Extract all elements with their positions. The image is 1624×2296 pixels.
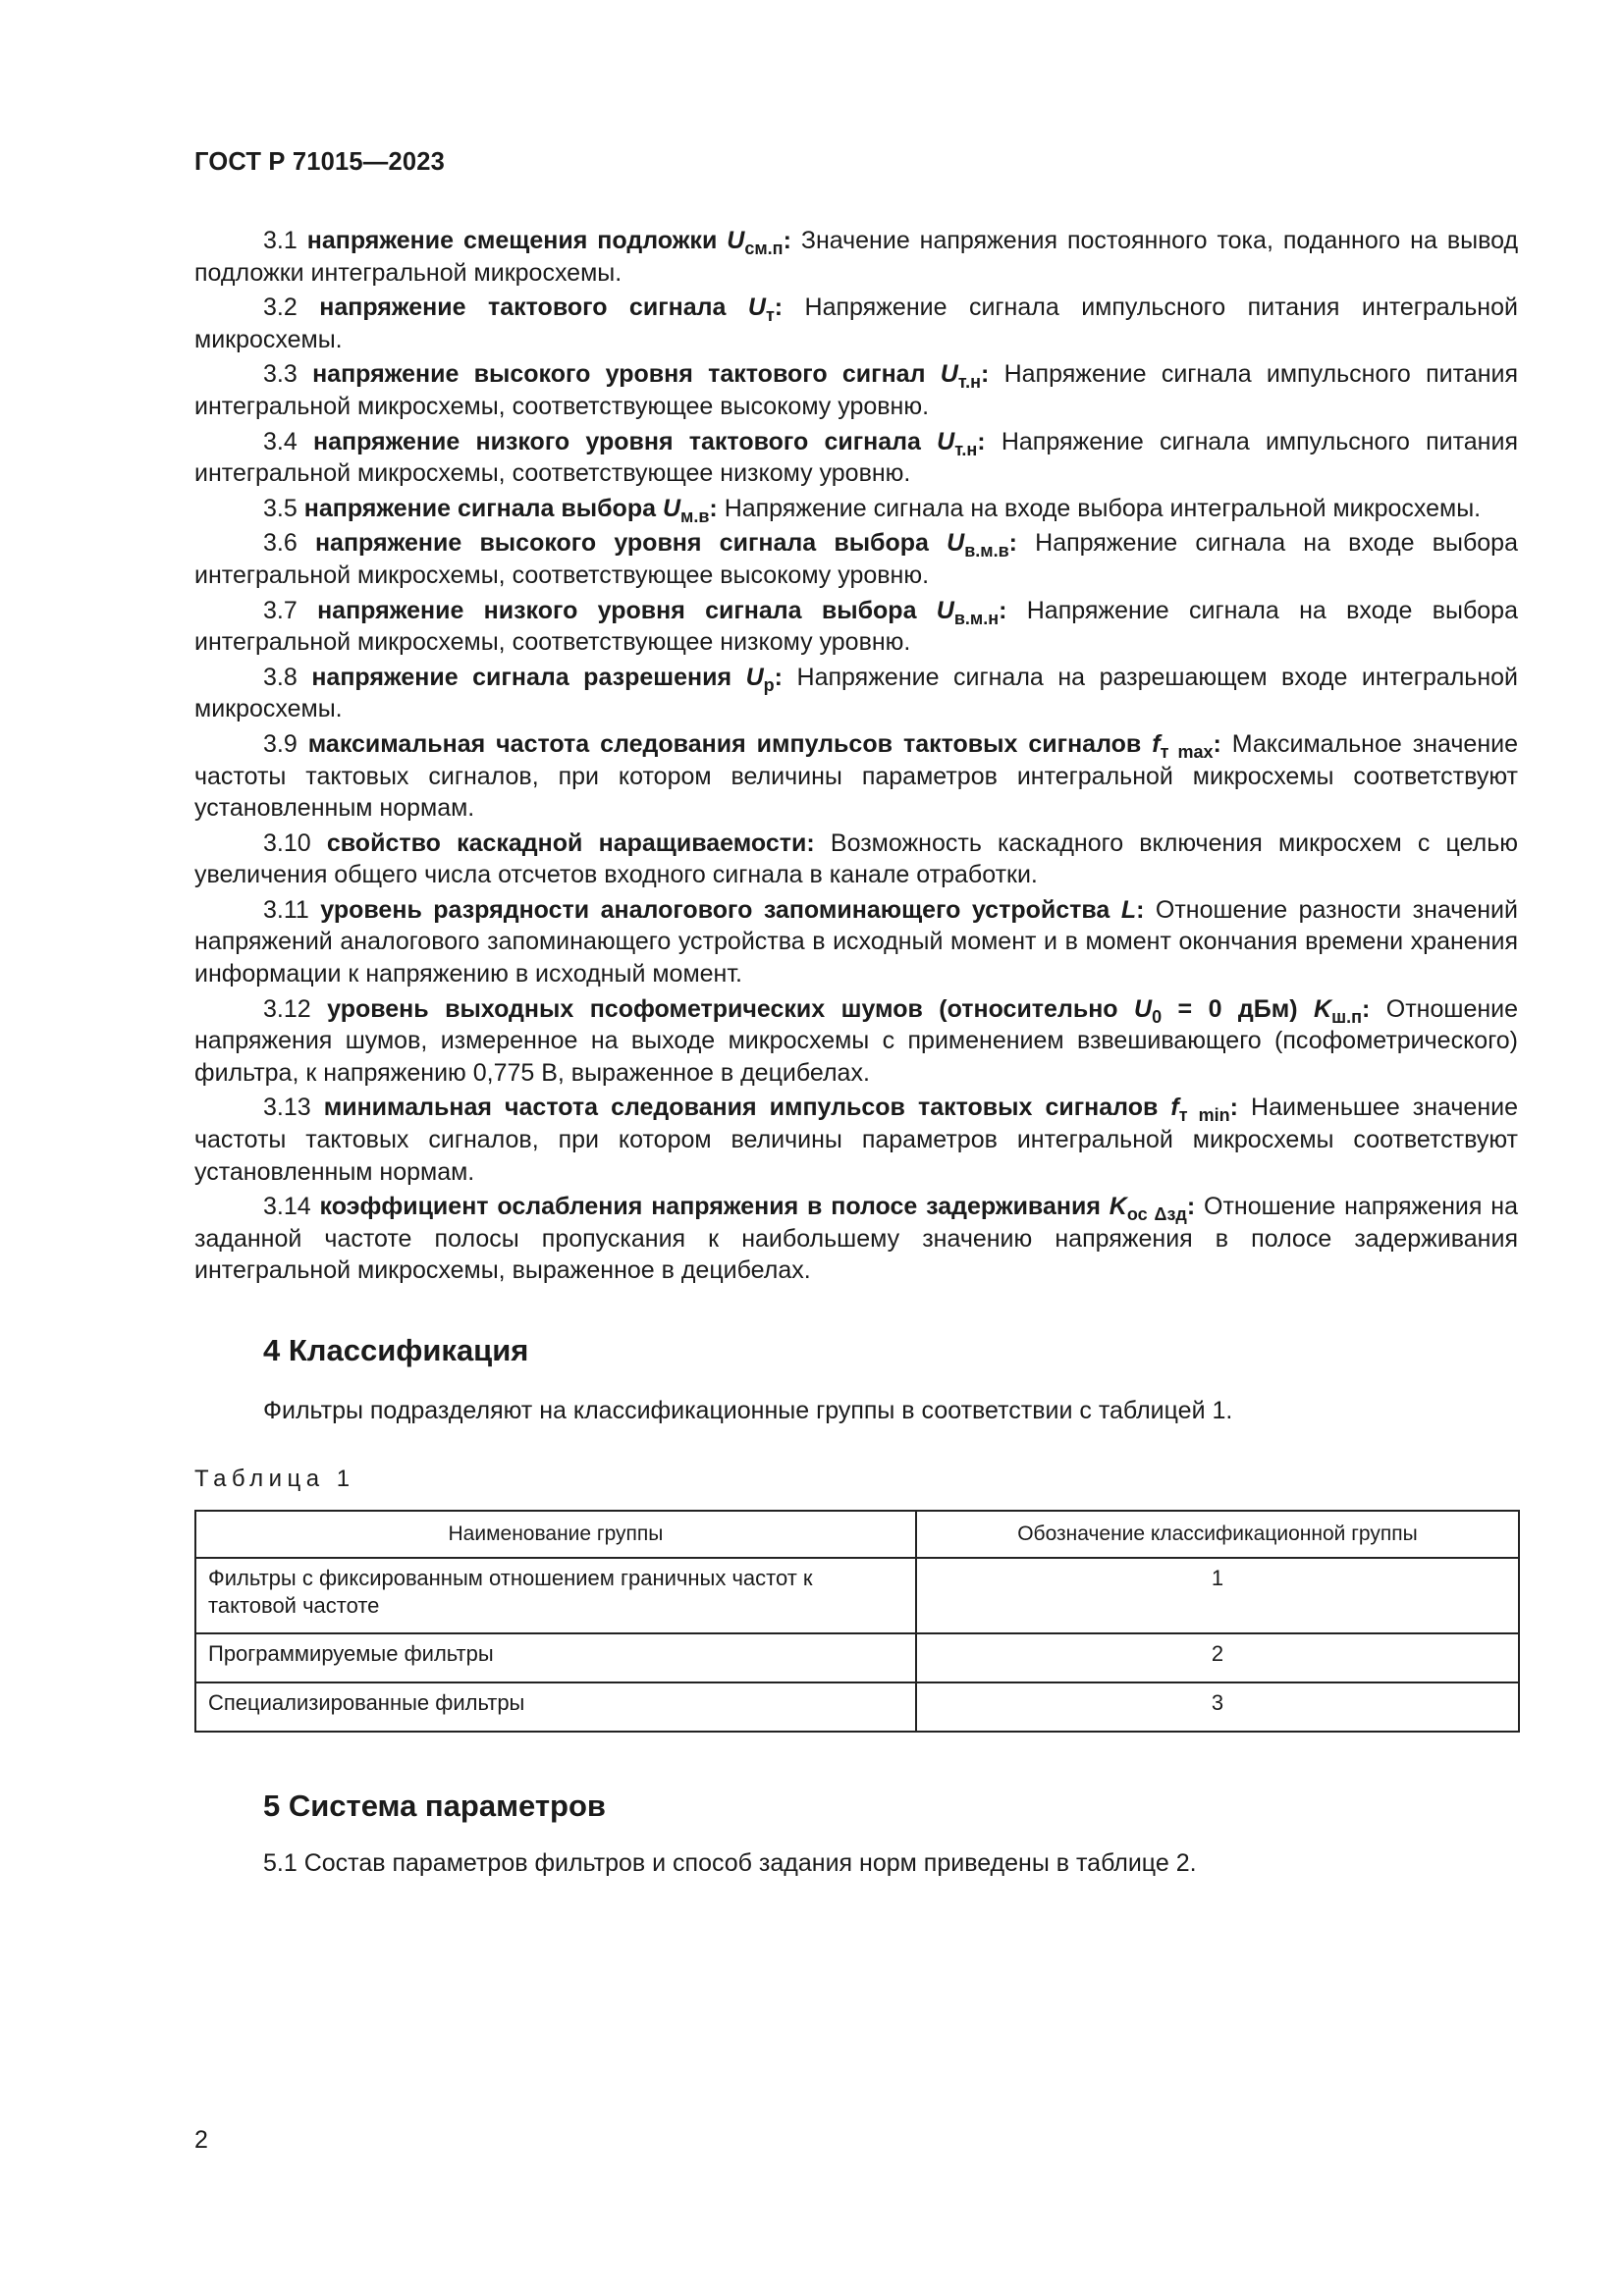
term-symbol: K <box>1109 1193 1127 1221</box>
term-symbol-subscript: т min <box>1178 1105 1230 1126</box>
term-item: 3.1 напряжение смещения подложки $U_{см.п}$: Значение напряжения постоянного тока, поданного на вывод подложки интегральной микросхемы. <box>194 227 1519 287</box>
table-header-row <box>195 1511 1519 1558</box>
term-symbol: L <box>1120 895 1137 924</box>
term-symbol: K <box>1314 994 1332 1023</box>
term-name: минимальная частота следования импульсов тактовых сигналов <box>323 1094 1159 1122</box>
term-symbol: f <box>1170 1094 1179 1122</box>
table-cell-group-name: Специализированные фильтры <box>195 1682 916 1732</box>
term-name: коэффициент ослабления напряжения в полосе задерживания <box>319 1193 1101 1221</box>
table-header-cell: Наименование группы <box>195 1511 916 1558</box>
term-number: 3.12 <box>263 994 311 1023</box>
term-symbol: U <box>727 227 745 254</box>
term-item: 3.10 свойство каскадной наращиваемости: Возможность каскадного включения микросхем с целью увеличения общего числа отсчетов входного сигнала в канале отработки. <box>194 828 1519 889</box>
term-item: 3.12 уровень выходных псофометрических шумов (относительно $U_0 = 0$ дБм) $K_{ш.п}$: Отношение напряжения шумов, измеренное на выходе микросхемы с применением взвешивающего (псофометрического) фильтра, к напряжению 0,775 В, выраженное в децибелах. <box>194 994 1519 1087</box>
term-symbol: U <box>947 529 965 558</box>
term-name: напряжение сигнала выбора <box>303 494 656 522</box>
term-item: 3.3 напряжение высокого уровня тактового сигнал $U_{т.н}$: Напряжение сигнала импульсного питания интегральной микросхемы, соответствующее высокому уровню. <box>194 360 1519 420</box>
term-symbol-subscript: т <box>765 304 775 325</box>
term-definition: Напряжение сигнала импульсного питания интегральной микросхемы. <box>194 294 1518 353</box>
term-name: свойство каскадной наращиваемости <box>326 828 807 857</box>
term-symbol-subscript: т.н <box>957 372 981 393</box>
term-name: напряжение низкого уровня тактового сигнала <box>312 427 921 455</box>
term-number: 3.8 <box>263 663 298 691</box>
term-number: 3.13 <box>263 1094 311 1122</box>
term-symbol-subscript: т.н <box>954 439 978 459</box>
term-symbol-subscript: р <box>763 674 775 695</box>
table-cell-group-code: 3 <box>916 1682 1519 1732</box>
term-number: 3.7 <box>263 596 298 624</box>
term-item: 3.13 минимальная частота следования импульсов тактовых сигналов $f_{т min}$: Наименьшее значение частоты тактовых сигналов, при котором величины параметров интегральной микросхемы соответствуют установленным нормам. <box>194 1094 1519 1186</box>
table-cell-group-code: 2 <box>916 1633 1519 1682</box>
term-number: 3.6 <box>263 529 298 558</box>
term-definition: Отношение напряжения шумов, измеренное на выходе микросхемы с применением взвешивающего (псофометрического) фильтра, к напряжению 0,775 В, выраженное в децибелах. <box>194 994 1519 1087</box>
term-item: 3.8 напряжение сигнала разрешения $U_р$: Напряжение сигнала на разрешающем входе интегральной микросхемы. <box>194 663 1518 723</box>
term-name-tail: = 0 дБм) <box>1162 994 1298 1023</box>
term-number: 3.3 <box>263 360 298 389</box>
term-definition: Напряжение сигнала на входе выбора интегральной микросхемы. <box>724 494 1482 522</box>
term-definition: Возможность каскадного включения микросхем с целью увеличения общего числа отсчетов входного сигнала в канале отработки. <box>194 828 1519 889</box>
section-5-paragraph: 5.1 Состав параметров фильтров и способ задания норм приведены в таблице 2. <box>263 1849 1197 1877</box>
term-symbol-subscript: ос Δзд <box>1126 1203 1187 1224</box>
term-name: напряжение тактового сигнала <box>319 294 727 322</box>
term-symbol-subscript: 0 <box>1152 1006 1163 1027</box>
term-name: напряжение низкого уровня сигнала выбора <box>317 596 917 624</box>
term-number: 3.4 <box>263 427 298 455</box>
term-item: 3.7 напряжение низкого уровня сигнала выбора $U_{в.м.н}$: Напряжение сигнала на входе выбора интегральной микросхемы, соответствующее низкому уровню. <box>194 596 1518 657</box>
classification-table <box>194 1510 1520 1733</box>
term-item: 3.5 напряжение сигнала выбора $U_{м.в}$: Напряжение сигнала на входе выбора интегральной микросхемы. <box>263 494 1482 526</box>
term-number: 3.11 <box>263 895 309 924</box>
term-item: 3.14 коэффициент ослабления напряжения в полосе задерживания $K_{ос \Delta зд}$: Отношение напряжения на заданной частоте полосы пропускания к наибольшему значению напряжения в полосе задерживания интегральной микросхемы, выраженное в децибелах. <box>194 1193 1518 1285</box>
term-definition: Отношение напряжения на заданной частоте полосы пропускания к наибольшему значению напряжения в полосе задерживания интегральной микросхемы, выраженное в децибелах. <box>194 1193 1518 1285</box>
term-number: 3.9 <box>263 729 298 758</box>
term-number: 3.5 <box>263 494 298 522</box>
term-symbol: U <box>937 427 955 455</box>
term-number: 3.14 <box>263 1193 311 1221</box>
table-cell-group-code: 1 <box>916 1558 1519 1633</box>
term-definition: Напряжение сигнала на входе выбора интегральной микросхемы, соответствующее низкому уровню. <box>194 596 1518 657</box>
table-cell-group-name: Фильтры с фиксированным отношением граничных частот к тактовой частоте <box>195 1558 916 1633</box>
term-item: 3.11 уровень разрядности аналогового запоминающего устройства L: Отношение разности значений напряжений аналогового запоминающего устройства в исходный момент и в момент окончания времени хранения информации к напряжению в исходный момент. <box>194 895 1518 988</box>
term-number: 3.2 <box>263 294 298 322</box>
term-name: максимальная частота следования импульсов тактовых сигналов <box>307 729 1142 758</box>
term-symbol: U <box>1134 994 1153 1023</box>
term-item: 3.2 напряжение тактового сигнала $U_т$: Напряжение сигнала импульсного питания интегральной микросхемы. <box>194 294 1518 353</box>
section-5-title: 5 Система параметров <box>263 1789 606 1823</box>
terms-list <box>194 225 1518 1290</box>
term-definition: Напряжение сигнала импульсного питания интегральной микросхемы, соответствующее низкому уровню. <box>194 427 1518 488</box>
term-item: 3.4 напряжение низкого уровня тактового сигнала $U_{т.н}$: Напряжение сигнала импульсного питания интегральной микросхемы, соответствующее низкому уровню. <box>194 427 1518 488</box>
term-name: напряжение высокого уровня тактового сигнал <box>312 360 926 389</box>
term-definition: Напряжение сигнала на входе выбора интегральной микросхемы, соответствующее высокому уровню. <box>194 529 1518 589</box>
term-number: 3.10 <box>263 828 311 857</box>
term-definition: Максимальное значение частоты тактовых сигналов, при котором величины параметров интегральной микросхемы соответствуют установленным нормам. <box>194 729 1518 823</box>
term-number: 3.1 <box>263 227 298 254</box>
table-cell-group-name: Программируемые фильтры <box>195 1633 916 1682</box>
table-row <box>195 1633 1519 1682</box>
term-symbol: U <box>747 294 766 322</box>
term-definition: Отношение разности значений напряжений аналогового запоминающего устройства в исходный момент и в момент окончания времени хранения информации к напряжению в исходный момент. <box>194 895 1518 988</box>
term-name: напряжение высокого уровня сигнала выбора <box>314 529 929 558</box>
table-row <box>195 1558 1519 1633</box>
term-symbol: U <box>662 494 681 522</box>
term-definition: Напряжение сигнала импульсного питания интегральной микросхемы, соответствующее высокому уровню. <box>194 360 1519 420</box>
table-1-caption: Таблица 1 <box>194 1466 355 1492</box>
term-definition: Напряжение сигнала на разрешающем входе интегральной микросхемы. <box>194 663 1518 723</box>
term-symbol-subscript: ш.п <box>1331 1006 1362 1027</box>
term-symbol-subscript: в.м.н <box>953 608 1000 628</box>
term-symbol-subscript: т max <box>1160 741 1214 762</box>
term-name: напряжение сигнала разрешения <box>311 663 732 691</box>
term-name: напряжение смещения подложки <box>306 227 718 254</box>
term-definition: Значение напряжения постоянного тока, поданного на вывод подложки интегральной микросхемы. <box>194 227 1519 287</box>
term-definition: Наименьшее значение частоты тактовых сигналов, при котором величины параметров интегральной микросхемы соответствуют установленным нормам. <box>194 1094 1519 1186</box>
term-item: 3.9 максимальная частота следования импульсов тактовых сигналов $f_{т max}$: Максимальное значение частоты тактовых сигналов, при котором величины параметров интегральной микросхемы соответствуют установленным нормам. <box>194 729 1518 823</box>
table-row <box>195 1682 1519 1732</box>
term-item: 3.6 напряжение высокого уровня сигнала выбора $U_{в.м.в}$: Напряжение сигнала на входе выбора интегральной микросхемы, соответствующее высокому уровню. <box>194 529 1518 589</box>
page-number: 2 <box>194 2126 208 2154</box>
term-symbol: U <box>936 596 954 624</box>
term-symbol: U <box>745 663 764 691</box>
term-symbol: U <box>940 360 958 389</box>
term-name: уровень выходных псофометрических шумов (относительно <box>327 994 1118 1023</box>
section-4-intro: Фильтры подразделяют на классификационные группы в соответствии с таблицей 1. <box>263 1397 1233 1424</box>
term-symbol: f <box>1152 729 1161 758</box>
term-symbol-subscript: в.м.в <box>964 541 1009 561</box>
term-name: уровень разрядности аналогового запоминающего устройства <box>320 895 1110 924</box>
section-4-title: 4 Классификация <box>263 1333 529 1367</box>
document-header: ГОСТ Р 71015—2023 <box>194 148 446 176</box>
term-symbol-subscript: м.в <box>680 506 710 526</box>
table-header-cell: Обозначение классификационной группы <box>916 1511 1519 1558</box>
term-symbol-subscript: см.п <box>744 238 784 258</box>
